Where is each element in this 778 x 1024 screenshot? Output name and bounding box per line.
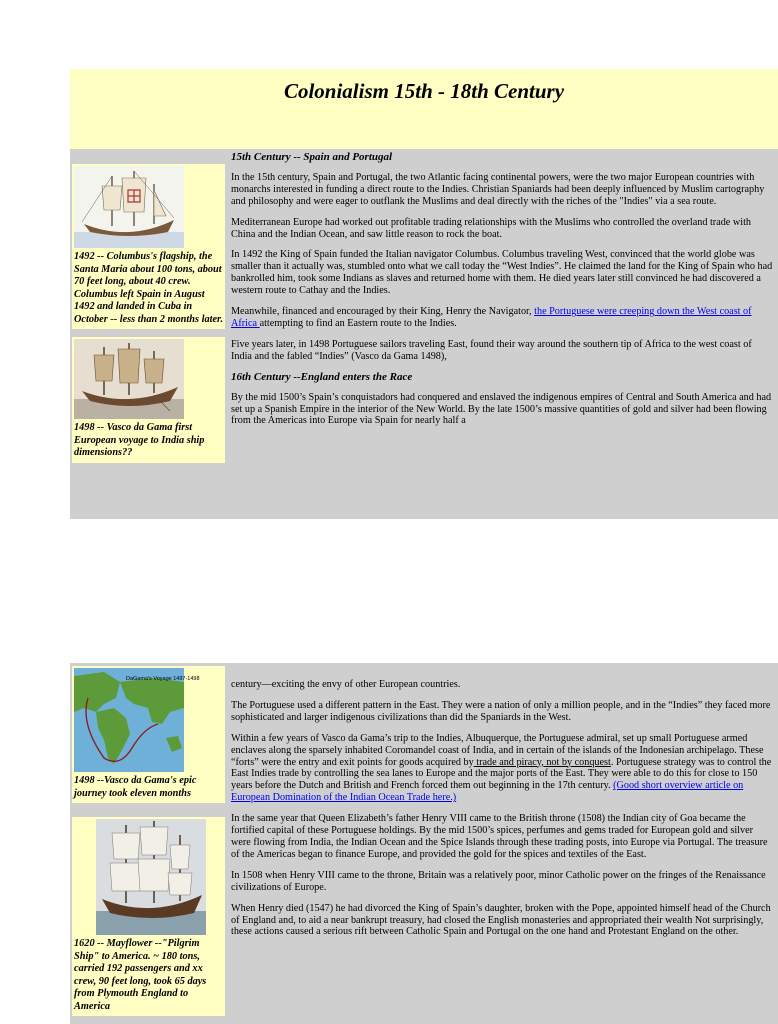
text-span: Meanwhile, financed and encouraged by their King, Henry the Navigator, [231,306,535,318]
section-heading: 16th Century --England enters the Race [231,370,413,383]
paragraph [231,733,775,804]
paragraph: In the 15th century, Spain and Portugal, the two Atlantic facing continental powers, were the two major European countries with monarchs interested in funding a direct route to the Indies. Christian Spaniards had been deeply influenced by Muslim cartography and philosophy and were eager to outflank the Muslims and deal directly with the riches of the "Indies" via a sea route. [231,171,765,207]
figure-caption: 1620 -- Mayflower --"Pilgrim Ship" to America. ~ 180 tons, carried 192 passengers and xx crew, 90 feet long, took 65 days from Plymouth England to America [74,938,207,1012]
figure-caption: 1498 -- Vasco da Gama first European voyage to India ship dimensions?? [74,422,205,458]
portuguese-africa-link[interactable]: the Portuguese were creeping down the West coast of Africa [231,306,752,329]
paragraph: century—exciting the envy of other European countries. [231,679,461,690]
map-title: DaGama's Voyage 1497-1498 [126,676,200,682]
figure-column [70,663,227,1024]
paragraph: The Portuguese used a different pattern in the East. They were a nation of only a million people, and in the “Indies” they faced more sophisticated and larger indigenous civilizations than did the Spaniards in the West. [231,699,771,723]
document-page-1 [70,69,778,519]
content-area [70,149,778,519]
paragraph: By the mid 1500’s Spain’s conquistadors had conquered and enslaved the indigenous empires of Central and South America and had set up a Spanish Empire in the interior of the New World. By the late 1500’s massive quantities of gold and silver had been flowing from the Americas into Europe via Spain for nearly half a [231,391,772,427]
paragraph: In 1492 the King of Spain funded the Italian navigator Columbus. Columbus traveling West, convinced that the world globe was smaller than it actually was, stumbled onto what we call today the “West Indies”. He claimed the land for the King of Spain who had bankrolled him, took some Indians as slaves and returned home with them. He died years later still convinced he had discovered a western route to Cathay and the Indies. [231,249,773,297]
underlined-text: trade and piracy, not by conquest [473,756,611,768]
article-text [227,663,778,1024]
page-title: Colonialism 15th - 18th Century [283,79,565,103]
text-span: . Portuguese strategy was to control the East Indies trade by controlling the sea lanes to Europe and the major ports of the East. They were able to do this for close to 150 years before the Dutch and British and French forced them out beginning in the 17th century. [231,756,772,792]
paragraph: Mediterranean Europe had worked out profitable trading relationships with the Muslims who controlled the overland trade with China and the Indian Ocean, and saw little reason to rock the boat. [231,216,751,240]
paragraph: In 1508 when Henry VIII came to the throne, Britain was a relatively poor, minor Catholic power on the fringes of the Renaissance civilizations of Europe. [231,869,766,893]
text-span: attempting to find an Eastern route to the Indies. [259,317,457,329]
figure-column [70,149,227,519]
vasco-da-gama-ship-image [74,339,184,419]
paragraph: Five years later, in 1498 Portuguese sailors traveling East, found their way around the southern tip of Africa to the west coast of India and the fabled “Indies” (Vasco da Gama 1498), [231,338,752,362]
text-span: Within a few years of Vasco da Gama’s trip to the Indies, Albuquerque, the Portuguese admiral, set up small Portuguese armed enclaves along the sparsely inhabited Coromandel coast of India, and in certain of the islands of the Indonesian archipelago. These “forts” were the entry and exit points for goods acquired by [231,732,764,768]
article-text [227,149,778,519]
figure-vasco-da-gama-ship [72,337,225,463]
voyage-map-image [74,668,200,772]
section-heading: 15th Century -- Spain and Portugal [231,151,393,163]
mayflower-ship-image [96,819,206,935]
figure-santa-maria [72,164,225,329]
title-banner [70,69,778,149]
figure-mayflower [72,817,225,1016]
content-area [70,663,778,1024]
figure-caption: 1498 --Vasco da Gama's epic journey took eleven months [74,775,197,799]
document-page-2 [70,663,778,1024]
paragraph [231,306,775,330]
paragraph: In the same year that Queen Elizabeth’s father Henry VIII came to the British throne (1508) the Indian city of Goa became the fortified capital of these Portuguese holdings. By the mid 1500’s spices, perfumes and gems traded for European gold and silver were flowing from India, the Indian Ocean and the Spice Islands through these trading posts, into Europe via Portugal. The treasure of the Americas began to finance Europe, and provided the gold for the spices and textiles of the East. [231,813,768,860]
indian-ocean-trade-link[interactable]: (Good short overview article on European Domination of the Indian Ocean Trade here.) [231,780,744,804]
paragraph: When Henry died (1547) he had divorced the King of Spain’s daughter, broken with the Pope, appointed himself head of the Church of England and, to aid a near bankrupt treasury, had closed the English monasteries and appropriated their wealth Not surprisingly, these actions caused a serious rift between Catholic Spain and Portugal on the one hand and Protestant England on the other. [231,902,771,938]
figure-voyage-map [72,666,225,803]
santa-maria-ship-image [74,166,184,248]
figure-caption: 1492 -- Columbus's flagship, the Santa Maria about 100 tons, about 70 feet long, about 40 crew. Columbus left Spain in August 1492 and landed in Cuba in October -- less than 2 months later. [74,251,224,325]
